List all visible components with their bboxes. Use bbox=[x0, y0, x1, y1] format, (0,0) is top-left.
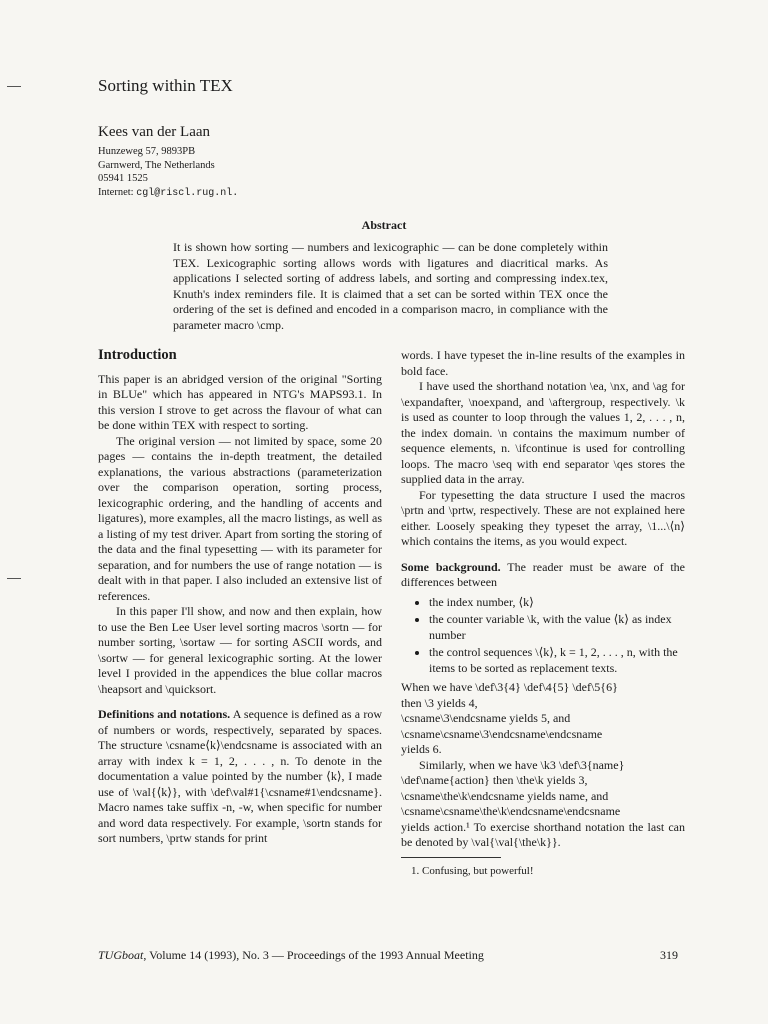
example-line: yields 6. bbox=[401, 742, 442, 756]
example-line: When we have \def\3{4} \def\4{5} \def\5{6} bbox=[401, 680, 618, 694]
definitions-heading: Definitions and notations. bbox=[98, 707, 231, 721]
intro-paragraph-1: This paper is an abridged version of the original "Sorting in BLUe" which has appeared in NTG's MAPS93.1. In this version I strove to get across the flavour of what can be done within TEX with respect to sorting. bbox=[98, 371, 382, 432]
internet-label: Internet: bbox=[98, 186, 134, 198]
list-item: • the index number, ⟨k⟩ bbox=[429, 595, 685, 611]
journal-name: TUGboat bbox=[98, 948, 144, 962]
page-footer bbox=[98, 948, 484, 963]
internet-address: cgl@riscl.rug.nl. bbox=[136, 187, 239, 199]
similarly-line: Similarly, when we have \k3 \def\3{name} bbox=[419, 757, 625, 772]
right-column bbox=[401, 348, 685, 879]
margin-mark bbox=[7, 86, 21, 87]
author-name: Kees van der Laan bbox=[98, 124, 211, 140]
introduction-heading: Introduction bbox=[98, 347, 177, 363]
right-paragraph-2: I have used the shorthand notation \ea, \nx, and \ag for \expandafter, \noexpand, and \aftergroup, respectively. \k is used as counter to loop through the values 1, 2, . . . , n, the index domain. \n contains the maximum number of sequence elements, n. \ifcontinue is used for controlling loops. The macro \seq with end separator \qes stores the supplied data in the array. bbox=[401, 379, 685, 486]
author-address-line-2: Garnwerd, The Netherlands bbox=[98, 159, 215, 171]
abstract-text: It is shown how sorting — numbers and lexicographic — can be done completely within TEX. Lexicographic sorting allows words with ligatures and diacritical marks. As applications I selected sorting of address labels, and sorting and compressing index.tex, Knuth's index reminders file. It is claimed that a set can be sorted within TEX once the ordering of the set is defined and encoded in a comparison macro, in compliance with the parameter macro \cmp. bbox=[173, 240, 608, 332]
similarly-line: \csname\the\k\endcsname yields name, and bbox=[401, 788, 609, 803]
page-number: 319 bbox=[660, 948, 678, 962]
similarly-line: \def\name{action} then \the\k yields 3, bbox=[401, 773, 588, 787]
example-line: \csname\3\endcsname yields 5, and bbox=[401, 711, 571, 725]
definitions-text: A sequence is defined as a row of numbers or words, respectively, separated by spaces. The structure \csname⟨k⟩\endcsname is associated with an array with index k = 1, 2, . . . , n. To denote in the documentation a value pointed by the number ⟨k⟩, I made use of \val{⟨k⟩}, with \def\val#1{\csname#1\endcsname}. Macro names take suffix -n, -w, when specific for number and word data respectively. For example, \sortn stands for sort numbers, \prtw stands for print bbox=[98, 707, 382, 845]
background-list bbox=[401, 595, 685, 677]
author-phone: 05941 1525 bbox=[98, 173, 148, 184]
left-column bbox=[98, 348, 382, 847]
footnote-rule bbox=[401, 857, 501, 858]
abstract bbox=[173, 240, 608, 333]
definitions-paragraph bbox=[98, 707, 382, 847]
right-paragraph-1: words. I have typeset the in-line results of the examples in bold face. bbox=[401, 348, 685, 378]
right-paragraph-3: For typesetting the data structure I used the macros \prtn and \prtw, respectively. These are not explained here either. Loosely speaking they typeset the array, \1...\⟨n⟩ which contains the items, as you would expect. bbox=[401, 487, 685, 548]
background-heading: Some background. bbox=[401, 559, 501, 574]
list-item: • the counter variable \k, with the value ⟨k⟩ as index number bbox=[429, 612, 685, 643]
list-item: • the control sequences \⟨k⟩, k = 1, 2, . . . , n, with the items to be sorted as replacement texts. bbox=[429, 645, 685, 676]
similarly-line: \csname\csname\the\k\endcsname\endcsname bbox=[401, 804, 621, 818]
example-line: \csname\csname\3\endcsname\endcsname bbox=[401, 726, 603, 741]
abstract-heading: Abstract bbox=[361, 218, 407, 232]
author-block bbox=[98, 124, 238, 200]
background-text: The reader must be aware of the differences between bbox=[401, 559, 685, 589]
margin-mark bbox=[7, 578, 21, 579]
footer-citation: , Volume 14 (1993), No. 3 — Proceedings of the 1993 Annual Meeting bbox=[143, 948, 484, 962]
intro-paragraph-3: In this paper I'll show, and now and then explain, how to use the Ben Lee User level sorting macros \sortn — for number sorting, \sortaw — for sorting ASCII words, and \sortw — for general lexicographic sorting. At the lower level I provided in the appendices the blue collar macros \heapsort and \quicksort. bbox=[98, 604, 382, 696]
intro-paragraph-2: The original version — not limited by space, some 20 pages — contains the in-depth treatment, the detailed explanations, the various abstractions (parameterization over the comparison operation, sorting process, lexicographic ordering, and the handling of accents and ligatures), more examples, all the macro listings, as well as a listing of my test driver. Apart from sorting the storing of the data and the final typesetting — with its parameter for separation, and for numbers the use of range notation — is dealt with in that paper. I also included an extensive list of references. bbox=[98, 433, 382, 603]
paper-title: Sorting within TEX bbox=[98, 76, 233, 95]
example-line: then \3 yields 4, bbox=[401, 695, 478, 710]
background-paragraph bbox=[401, 560, 685, 591]
footnote: 1. Confusing, but powerful! bbox=[411, 864, 534, 877]
author-address-line-1: Hunzeweg 57, 9893PB bbox=[98, 146, 196, 157]
similarly-line: yields action.¹ To exercise shorthand notation the last can be denoted by \val{\val{\the\k}}. bbox=[401, 819, 685, 849]
author-internet bbox=[98, 186, 238, 201]
